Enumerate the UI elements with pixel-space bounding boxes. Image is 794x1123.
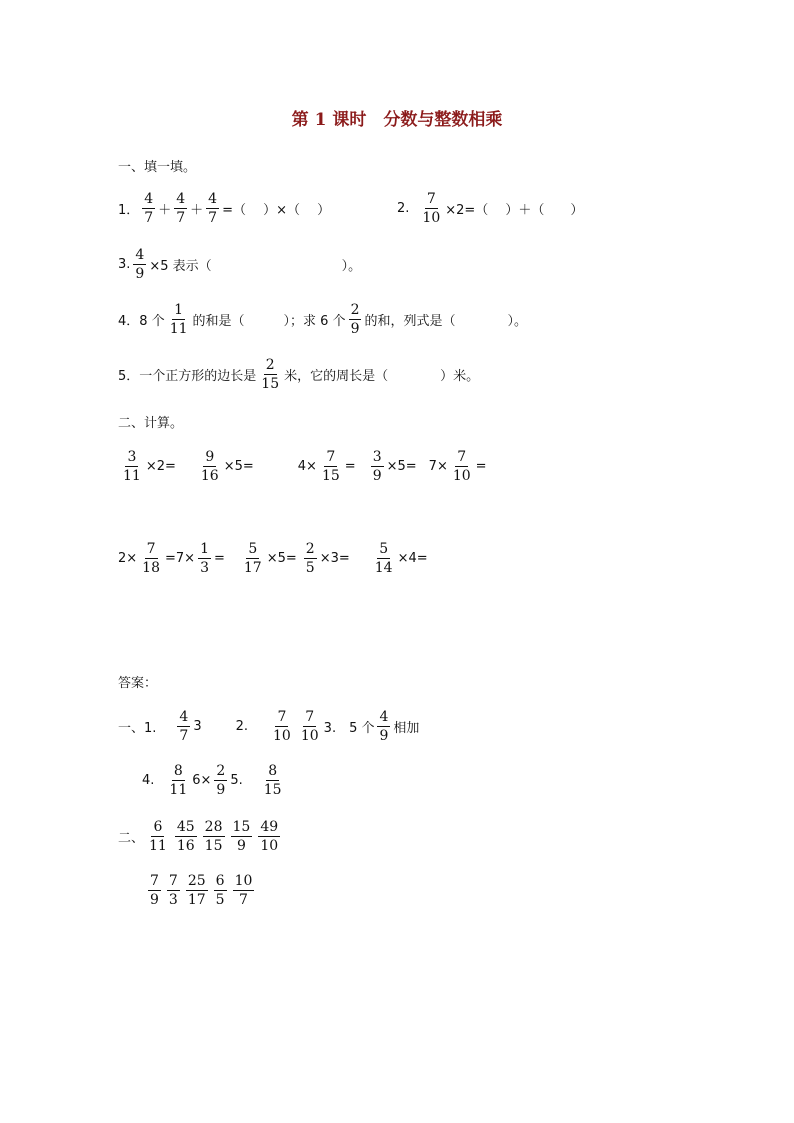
answer-4-fraction-2: $\frac{2}{9}$: [216, 762, 226, 798]
answer-5-fraction: $\frac{8}{15}$: [263, 762, 282, 798]
calc-2-2: $\frac{1}{3}$ =: [200, 540, 225, 576]
calc-1-3: 4× $\frac{7}{15}$ =: [297, 448, 356, 484]
q5-label: 5．一个正方形的边长是: [118, 368, 257, 384]
q2-tail: ×2=（ ）＋（ ）: [445, 202, 584, 218]
answer-s2-fraction-8: $\frac{25}{17}$: [187, 872, 206, 908]
answer-s2-fraction-3: $\frac{28}{15}$: [204, 818, 223, 854]
answers-heading: 答案：: [118, 676, 158, 691]
question-5: [118, 352, 479, 396]
q1-plus-2: ＋: [190, 202, 204, 218]
q4-fraction-1: $\frac{1}{11}$: [169, 301, 188, 337]
calc-2-3: $\frac{5}{17}$ ×5=: [243, 540, 297, 576]
q1-label: 1．: [118, 202, 140, 218]
answer-section2-label: 二、: [118, 830, 145, 846]
q1-fraction-1: $\frac{4}{7}$: [144, 190, 154, 226]
answer-s2-fraction-4: $\frac{15}{9}$: [232, 818, 251, 854]
answer-line-2: [142, 758, 287, 802]
answer-4-text: 6×: [192, 772, 212, 788]
answer-s2-fraction-7: $\frac{7}{3}$: [168, 872, 178, 908]
answer-s2-fraction-1: $\frac{6}{11}$: [149, 818, 167, 854]
q3-label: 3.: [118, 256, 131, 272]
calc-2-5: $\frac{5}{14}$ ×4=: [374, 540, 428, 576]
question-1: [118, 186, 330, 230]
page-title: 第 1 课时 分数与整数相乘: [291, 110, 503, 130]
answer-1-label: 一、1.: [118, 720, 157, 736]
calc-row-1: [118, 444, 487, 488]
answer-line-4: [145, 868, 257, 912]
calc-2-1: 2× $\frac{7}{18}$ =7×: [118, 540, 196, 576]
q5-fraction-1: $\frac{2}{15}$: [261, 356, 280, 392]
answer-3-fraction: $\frac{4}{9}$: [379, 708, 389, 744]
answer-4-fraction-1: $\frac{8}{11}$: [169, 762, 188, 798]
calc-1-5: 7× $\frac{7}{10}$ =: [428, 448, 487, 484]
q2-fraction-1: $\frac{7}{10}$: [422, 190, 441, 226]
q1-plus-1: ＋: [158, 202, 172, 218]
answer-s2-fraction-6: $\frac{7}{9}$: [150, 872, 159, 908]
q1-fraction-2: $\frac{4}{7}$: [176, 190, 186, 226]
answer-1-fraction: $\frac{4}{7}$: [179, 708, 189, 744]
answer-line-3: [118, 814, 283, 858]
answer-3-text: 3. 5 个: [323, 720, 375, 736]
q2-label: 2.: [397, 200, 410, 216]
answer-s2-fraction-10: $\frac{10}{7}$: [234, 872, 253, 908]
answer-2-label: 2.: [235, 718, 249, 734]
calc-1-4: $\frac{3}{9}$ ×5=: [372, 448, 417, 484]
answer-2-fraction-1: $\frac{7}{10}$: [273, 708, 291, 744]
q4-tail: 的和，列式是（ ）。: [364, 313, 527, 329]
answer-s2-fraction-5: $\frac{49}{10}$: [260, 818, 279, 854]
q4-label: 4．8 个: [118, 313, 165, 329]
q1-tail: =（ ）×（ ）: [222, 202, 331, 218]
q3-fraction-1: $\frac{4}{9}$: [135, 246, 145, 282]
answer-s2-fraction-2: $\frac{45}{16}$: [176, 818, 195, 854]
q5-tail: 米，它的周长是（ ）米。: [284, 368, 480, 384]
q1-fraction-3: $\frac{4}{7}$: [208, 190, 218, 226]
calc-1-2: $\frac{9}{16}$ ×5=: [200, 448, 254, 484]
calc-1-1: $\frac{3}{11}$ ×2=: [123, 448, 176, 484]
answer-1-text: 3: [193, 718, 202, 734]
q4-mid: 的和是（ ）；求 6 个: [192, 313, 346, 329]
answer-4-label: 4.: [142, 772, 155, 788]
calc-2-4: $\frac{2}{5}$ ×3=: [305, 540, 350, 576]
section1-heading: 一、填一填。: [118, 160, 197, 175]
q4-fraction-2: $\frac{2}{9}$: [350, 301, 360, 337]
question-4: [118, 297, 527, 341]
answer-3-tail: 相加: [393, 720, 420, 736]
question-3: [118, 242, 361, 286]
answer-5-label: 5.: [230, 772, 243, 788]
calc-row-2: [118, 536, 428, 580]
section2-heading: 二、计算。: [118, 416, 184, 431]
answer-line-1: [118, 704, 419, 748]
question-2: [397, 186, 583, 230]
answer-2-fraction-2: $\frac{7}{10}$: [300, 708, 319, 744]
q3-tail: ×5 表示（ ）。: [149, 258, 362, 274]
answer-s2-fraction-9: $\frac{6}{5}$: [215, 872, 225, 908]
